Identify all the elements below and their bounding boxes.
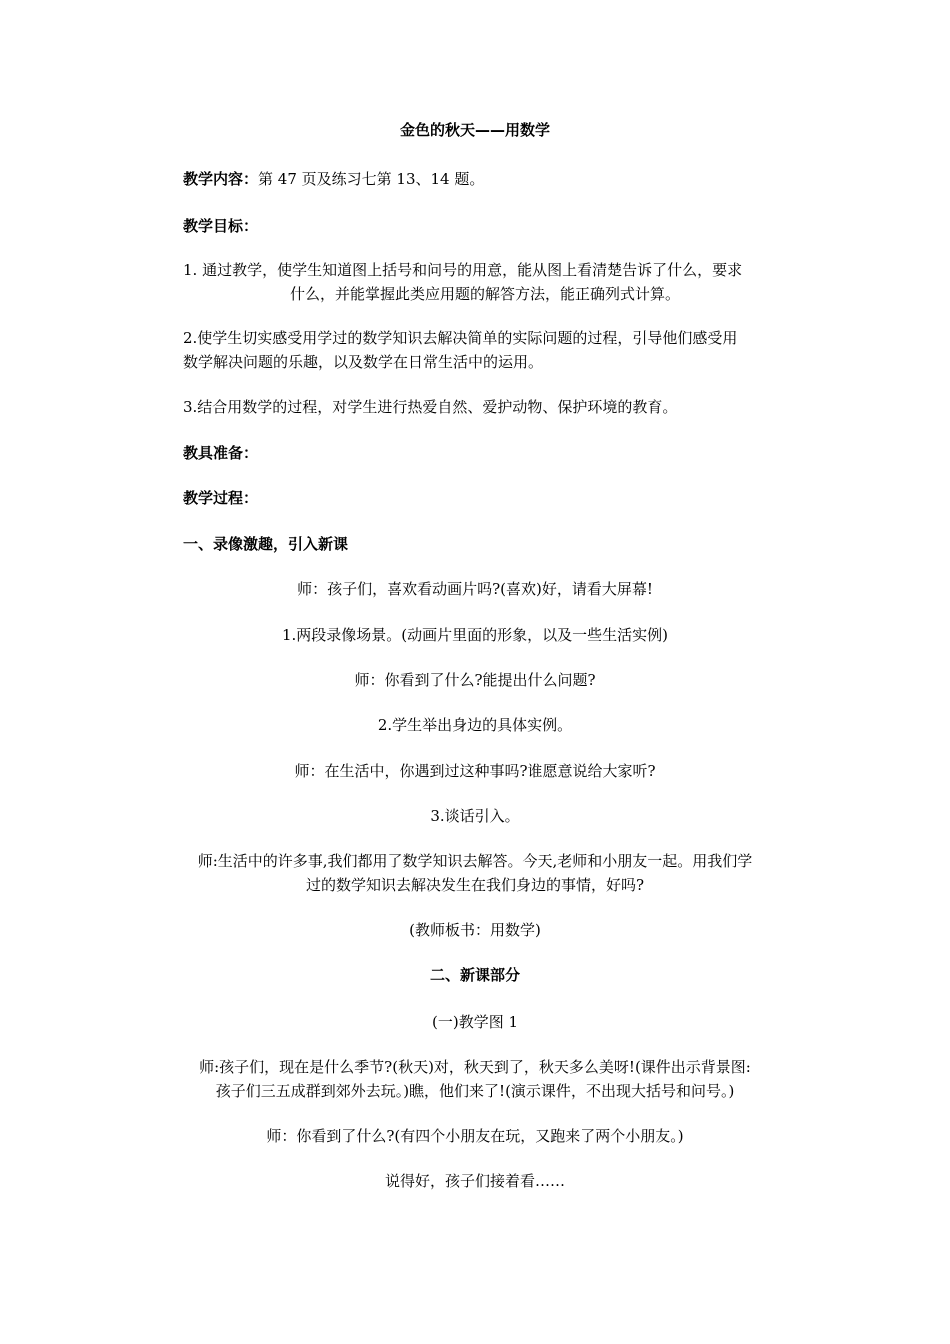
section-2-paragraph-1-line-2: 孩子们三五成群到郊外去玩。)瞧，他们来了!(演示课件，不出现大括号和问号。) (215, 1082, 735, 1100)
section-1-paragraph-7-line-1: 师:生活中的许多事,我们都用了数学知识去解答。今天,老师和小朋友一起。用我们学 (197, 852, 753, 870)
teaching-goals-label: 教学目标： (183, 217, 259, 235)
section-1-paragraph-7-line-2: 过的数学知识去解决发生在我们身边的事情，好吗? (305, 876, 645, 894)
section-1-paragraph-6: 3.谈话引入。 (430, 807, 520, 825)
process-label: 教学过程： (183, 489, 259, 507)
goal-3: 3.结合用数学的过程，对学生进行热爱自然、爱护动物、保护环境的教育。 (183, 398, 678, 416)
document-title: 金色的秋天——用数学 (399, 121, 550, 139)
section-1-paragraph-4: 2.学生举出身边的具体实例。 (377, 716, 573, 734)
section-2-paragraph-1-line-1: 师:孩子们，现在是什么季节?(秋天)对，秋天到了，秋天多么美呀!(课件出示背景图: (199, 1058, 751, 1076)
section-2-heading: 二、新课部分 (429, 966, 520, 984)
section-1-paragraph-5: 师：在生活中，你遇到过这种事吗?谁愿意说给大家听? (294, 762, 656, 780)
section-1-paragraph-3: 师：你看到了什么?能提出什么问题? (354, 671, 596, 689)
goal-2-line-2: 数学解决问题的乐趣，以及数学在日常生活中的运用。 (183, 353, 544, 371)
section-2-paragraph-3: 说得好，孩子们接着看…… (384, 1172, 565, 1190)
section-1-heading: 一、录像激趣，引入新课 (183, 535, 349, 553)
teaching-content-text: 第 47 页及练习七第 13、14 题。 (258, 170, 485, 188)
materials-label: 教具准备： (183, 444, 259, 462)
section-2-subheading: (一)教学图 1 (431, 1013, 519, 1031)
section-1-paragraph-2: 1.两段录像场景。(动画片里面的形象，以及一些生活实例) (281, 626, 669, 644)
section-1-paragraph-1: 师：孩子们，喜欢看动画片吗?(喜欢)好，请看大屏幕! (297, 580, 653, 598)
goal-1-line-2: 什么，并能掌握此类应用题的解答方法，能正确列式计算。 (290, 285, 681, 303)
goal-1-line-1: 1. 通过教学，使学生知道图上括号和问号的用意，能从图上看清楚告诉了什么，要求 (183, 261, 743, 279)
teaching-content-label: 教学内容： (183, 170, 259, 188)
teaching-content (183, 167, 484, 191)
goal-2-line-1: 2.使学生切实感受用学过的数学知识去解决简单的实际问题的过程，引导他们感受用 (183, 329, 738, 347)
section-2-paragraph-2: 师：你看到了什么?(有四个小朋友在玩，又跑来了两个小朋友。) (266, 1127, 684, 1145)
section-1-paragraph-8: (教师板书：用数学) (409, 921, 541, 939)
